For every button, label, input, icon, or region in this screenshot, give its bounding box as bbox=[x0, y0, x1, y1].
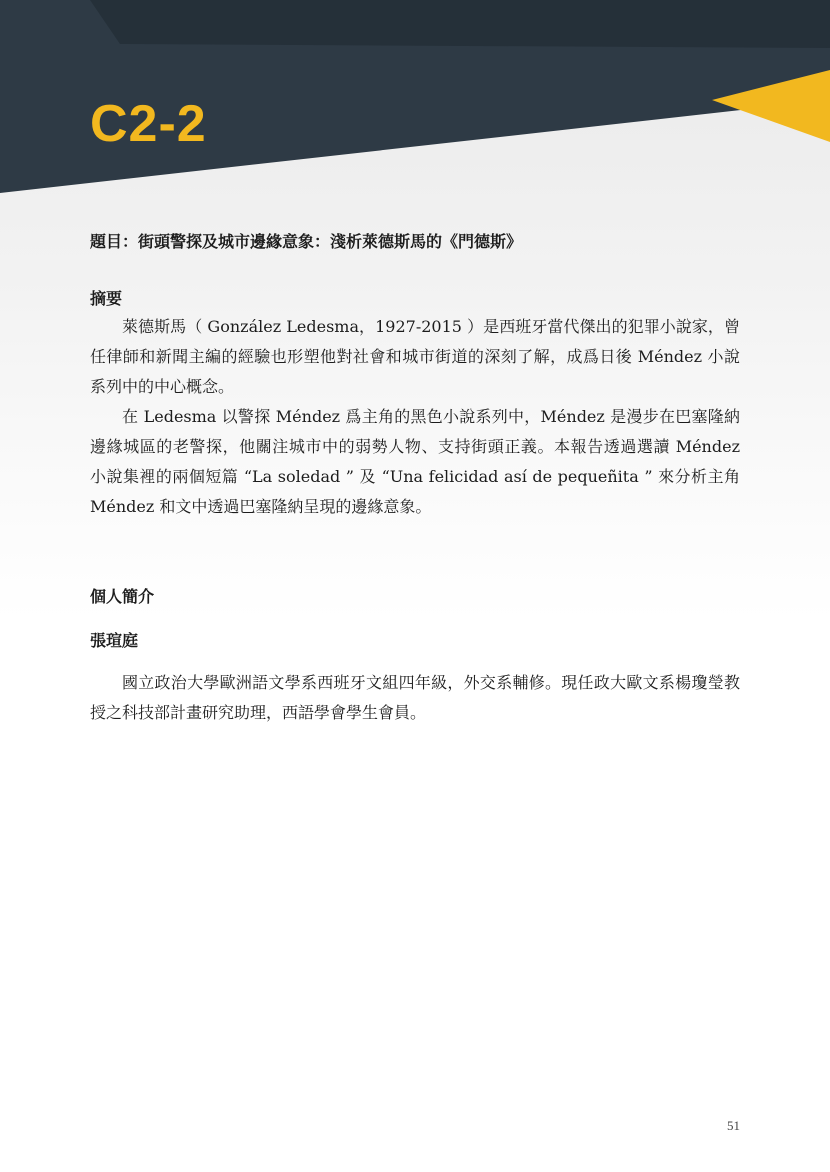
header-top-band bbox=[90, 0, 830, 48]
abstract-paragraph-1: 萊德斯馬（ González Ledesma，1927-2015 ）是西班牙當代傑出的犯罪小說家，曾任律師和新聞主編的經驗也形塑他對社會和城市街道的深刻了解，成爲日後 Méndez 小說系列中的中心概念。 bbox=[90, 317, 740, 396]
abstract-paragraph-2: 在 Ledesma 以警探 Méndez 爲主角的黑色小說系列中，Méndez 是漫步在巴塞隆納邊緣城區的老警探，他關注城市中的弱勢人物、支持街頭正義。本報告透過選讀 Méndez 小說集裡的兩個短篇 “La soledad ” 及 “Una felicidad así de pequeñita ” 來分析主角 Méndez 和文中透過巴塞隆納呈現的邊緣意象。 bbox=[90, 407, 740, 516]
author-name: 張瑄庭 bbox=[90, 631, 139, 650]
author-bio: 國立政治大學歐洲語文學系西班牙文組四年級，外交系輔修。現任政大歐文系楊瓊瑩教授之科技部計畫研究助理，西語學會學生會員。 bbox=[90, 673, 740, 722]
document-body bbox=[90, 226, 740, 728]
section-code: C2-2 bbox=[90, 95, 207, 153]
profile-heading: 個人簡介 bbox=[90, 587, 155, 606]
page-number: 51 bbox=[727, 1118, 740, 1133]
abstract-heading: 摘要 bbox=[90, 289, 123, 308]
paper-title: 題目：街頭警探及城市邊緣意象：淺析萊德斯馬的《門德斯》 bbox=[90, 232, 523, 251]
